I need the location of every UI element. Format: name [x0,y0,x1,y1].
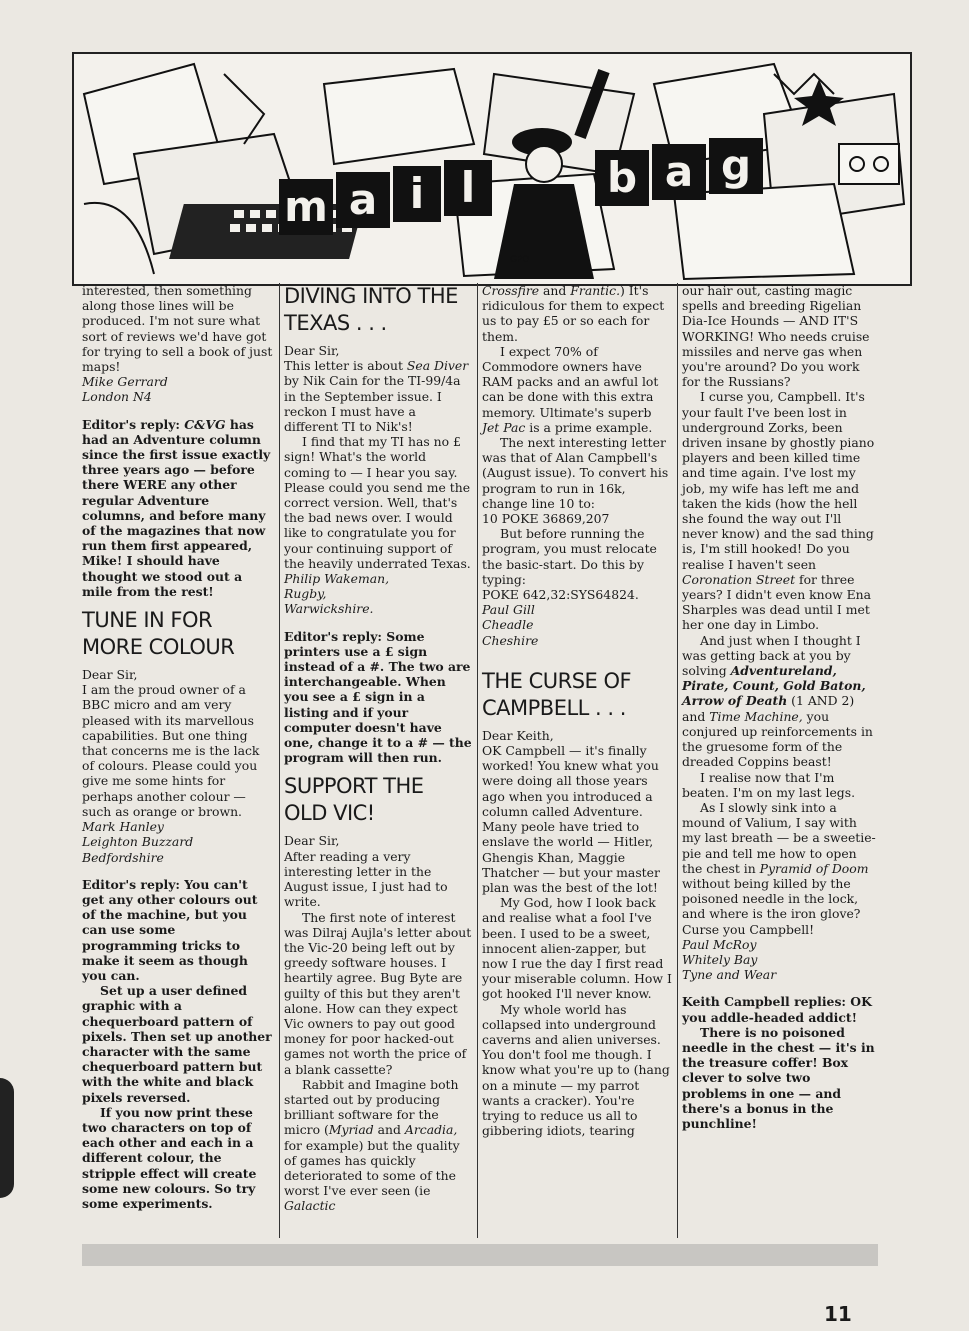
letter-body: Rabbit and Imagine both started out by producing brilliant software for the micro (Myriad and Arcadia, for example) but the quality of games has quickly deteriorated to some of the worst I've ever seen (ie Galactic [284,1076,460,1214]
banner-letter-l: l [460,163,476,212]
letter-body: And just when I thought I was getting back at you by solving Adventureland, Pirate, Count, Gold Baton, Arrow of Death (1 AND 2) and Time Machine, you conjured up reinforcements in the gruesome form of the dreaded Coppins beast! [682,632,873,770]
salutation: Dear Sir, [82,667,138,683]
letter-body: I expect 70% of Commodore owners have RAM packs and an awful lot can be done with this extra memory. Ultimate's superb Jet Pac is a prime example. [482,343,659,435]
banner-letter-g: g [720,141,752,190]
editor-reply: Editor's reply: You can't get any other colours out of the machine, but you can use some programming tricks to make it seem as though you can. [82,876,258,983]
editor-reply: Editor's reply: C&VG has had an Adventure column since the first issue exactly three years ago — before there WERE any other regular Adventure columns, and before many of the magazines that now run them first appeared, Mike! I should have thought we stood out a mile from the rest! [82,416,271,599]
letter-body: My whole world has collapsed into underground caverns and alien universes. You don't fool me though. I know what you're up to (hang on a minute — my parrot wants a cracker). You're trying to reduce us all to gibbering idiots, tearing [482,1001,670,1139]
column-1 [82,283,274,1211]
code-line: POKE 642,32:SYS64824. [482,587,639,603]
editor-reply: Editor's reply: Some printers use a £ sign instead of a #. The two are interchangeable. When you see a £ sign in a listing and if your computer doesn't have one, change it to a # — the program will then run. [284,628,472,766]
salutation: Dear Sir, [284,343,340,358]
signature: Philip Wakeman, [284,571,390,587]
letter-body: The first note of interest was Dilraj Aujla's letter about the Vic-20 being left out by greedy software houses. I heartily agree. Bug Byte are guilty of this but they aren't alone. How can they expect Vic owners to pay out good money for poor hacked-out games not worth the price of a blank cassette? [284,909,472,1077]
letter-body: I realise now that I'm beaten. I'm on my last legs. [682,769,856,800]
letter-body: I curse you, Campbell. It's your fault I've been lost in underground Zorks, been driven insane by ghostly piano players and been killed time and time again. I've lost my job, my wife has left me and taken the kids (how the hell she found the way out I'll never know) and the sad thing is, I'm still hooked! Do you realise I haven't seen Coronation Street for three years? I didn't even know Ena Sharples was dead until I met her one day in Limbo. [682,389,875,633]
mailbag-banner [72,52,912,286]
banner-letter-a2: a [664,147,694,196]
salutation: Dear Sir, [284,833,340,849]
banner-letter-i: i [409,169,425,218]
code-line: 10 POKE 36869,207 [482,511,610,527]
banner-gpo-tag: GPO [510,255,530,265]
letter-body: This letter is about Sea Diver by Nik Cain for the TI-99/4a in the September issue. I reckon I must have a different TI to Nik's! [284,358,469,435]
letter-body: Crossfire and Frantic.) It's ridiculous for them to expect us to pay £5 or so each for them. [482,283,665,344]
banner-illustration [74,54,910,284]
editor-reply: Set up a user defined graphic with a chequerboard pattern of pixels. Then set up another character with the same chequerboard pattern but with the white and black pixels reversed. [82,983,272,1105]
letter-body: our hair out, casting magic spells and breeding Rigelian Dia-Ice Hounds — AND IT'S WORKING! Who needs cruise missiles and nerve gas when you're around? Do you work for the Russians? [682,283,870,390]
signature: Paul Gill [482,602,535,618]
salutation: Dear Keith, [482,727,554,743]
letter-body: But before running the program, you must relocate the basic-start. Do this by typing: [482,526,657,587]
signature: Tyne and Wear [682,967,777,983]
banner-letter-b: b [606,153,638,202]
column-3 [482,283,672,1138]
editor-reply: There is no poisoned needle in the chest — it's in the treasure coffer! Box clever to solve two problems in one — and there's a bonus in the punchline! [682,1024,875,1131]
letter-body: My God, how I look back and realise what a fool I've been. I used to be a sweet, innocent alien-zapper, but now I rue the day I first read your miserable column. How I got hooked I'll never know. [482,895,672,1002]
binding-mark [0,1078,14,1198]
signature: Cheadle [482,617,534,633]
column-rule [477,283,478,1238]
signature: Paul McRoy [682,936,757,952]
footer-bar [82,1244,878,1266]
column-2 [284,283,472,1214]
banner-letter-m: m [284,182,328,231]
letter-body: I find that my TI has no £ sign! What's the world coming to — I hear you say. Please could you send me the correct version. Well, that's the bad news over. I would like to congratulate you for your continuing support of the heavily underrated Texas. [284,434,471,571]
signature: Leighton Buzzard [82,834,194,850]
letter-heading: TUNE IN FOR MORE COLOUR [82,608,235,660]
signature: Bedfordshire [82,849,164,865]
column-rule [677,283,678,1238]
page-number: 11 [824,1302,852,1326]
banner-letter-a: a [348,175,378,224]
signature: Whitely Bay [682,951,758,967]
letter-body: The next interesting letter was that of Alan Campbell's (August issue). To convert his program to run in 16k, change line 10 to: [482,435,669,511]
signature: London N4 [82,389,152,405]
letter-heading: DIVING INTO THE TEXAS . . . [284,284,458,335]
letter-continuation: interested, then something along those lines will be produced. I'm not sure what sort of reviews we'd have got for trying to sell a book of just maps! [82,283,273,375]
letter-body: After reading a very interesting letter in the August issue, I just had to write. [284,848,448,910]
column-rule [279,283,280,1238]
column-4 [682,283,878,1131]
letter-body: As I slowly sink into a mound of Valium, I say with my last breath — be a sweetie-pie and tell me how to open the chest in Pyramid of Doom without being killed by the poisoned needle in the lock, and where is the iron glove? Curse you Campbell! [682,799,876,937]
signature: Cheshire [482,632,539,648]
signature: Mark Hanley [82,819,164,835]
letter-heading: THE CURSE OF CAMPBELL . . . [482,668,632,720]
signature: Warwickshire. [284,601,374,617]
signature: Rugby, [284,586,327,602]
signature: Mike Gerrard [82,374,168,390]
editor-reply: Keith Campbell replies: OK you addle-headed addict! [682,994,872,1025]
letter-body: I am the proud owner of a BBC micro and am very pleased with its marvellous capabilities. But one thing that concerns me is the lack of colours. Please could you give me some hints for perhaps another colour — such as orange or brown. [82,682,260,819]
letter-body: OK Campbell — it's finally worked! You knew what you were doing all those years ago when you introduced a column called Adventure. Many peole have tried to enslave the world — Hitler, Ghengis Khan, Maggie Thatcher — but your master plan was the best of the lot! [482,743,660,895]
letter-heading: SUPPORT THE OLD VIC! [284,774,424,826]
editor-reply: If you now print these two characters on top of each other and each in a different colour, the stripple effect will create some new colours. So try some experiments. [82,1104,257,1211]
